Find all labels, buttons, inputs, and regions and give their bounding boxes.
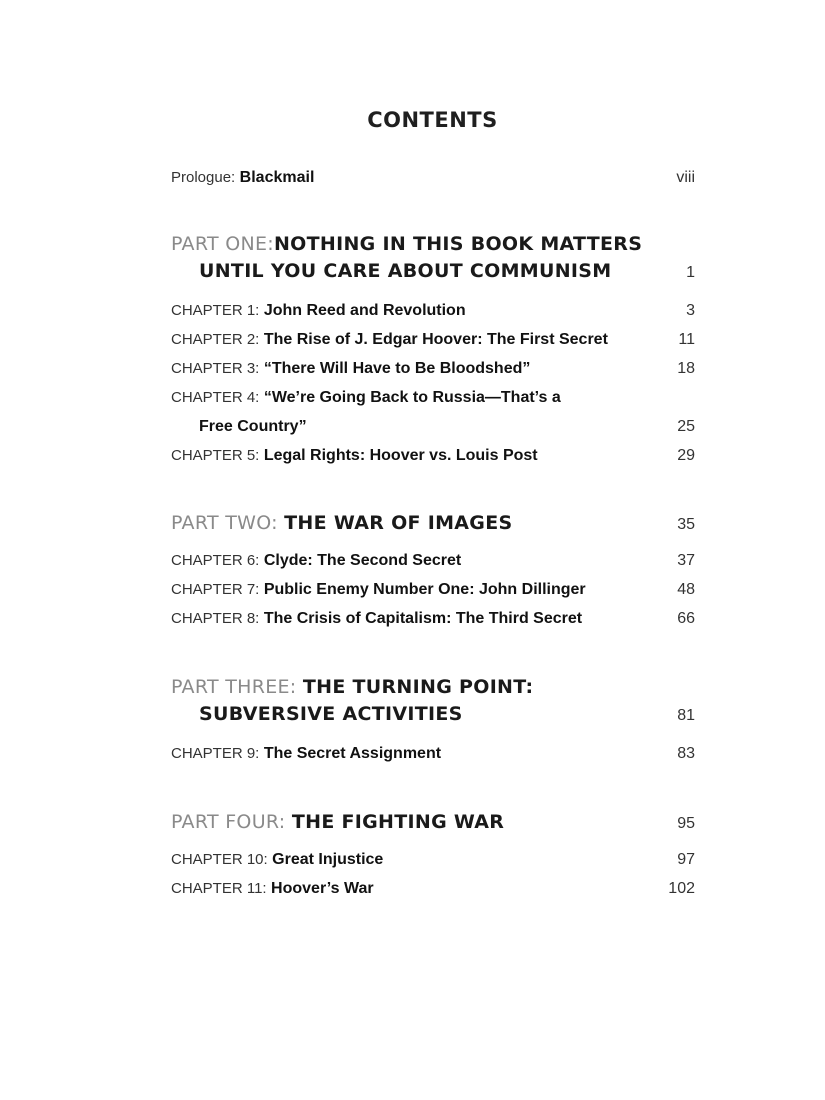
entry-prefix: Prologue: (171, 169, 236, 186)
toc-entry-chapter-4[interactable] (171, 386, 695, 410)
entry-prefix: CHAPTER 8: (171, 610, 260, 627)
toc-entry-chapter-2[interactable] (171, 328, 695, 352)
part-page-number: 35 (677, 516, 695, 533)
entry-page-number: 18 (677, 360, 695, 377)
entry-page-number: 11 (678, 331, 695, 348)
toc-entry-chapter-5[interactable] (171, 444, 695, 468)
part-heading: THE TURNING POINT: (302, 676, 534, 698)
entry-page-number: 66 (677, 610, 695, 627)
entry-page-number: 48 (677, 581, 695, 598)
entry-prefix: CHAPTER 9: (171, 745, 260, 762)
part-heading: THE WAR OF IMAGES (284, 512, 513, 534)
toc-entry-chapter-7[interactable] (171, 578, 695, 602)
entry-heading: “We’re Going Back to Russia—That’s a (263, 389, 561, 406)
entry-label (171, 578, 586, 602)
entry-label (171, 549, 461, 573)
part-label (171, 673, 533, 701)
part-label (171, 509, 512, 537)
part-heading: NOTHING IN THIS BOOK MATTERS (273, 233, 643, 255)
part-prefix: PART ONE: (171, 233, 274, 255)
entry-label (171, 299, 466, 323)
entry-prefix: CHAPTER 4: (171, 389, 260, 406)
entry-heading: Legal Rights: Hoover vs. Louis Post (263, 447, 538, 464)
part-label (199, 700, 463, 728)
entry-label (199, 415, 307, 439)
toc-entry-chapter-4-cont[interactable] (199, 415, 695, 439)
entry-heading: Great Injustice (272, 851, 384, 868)
entry-label (171, 166, 314, 190)
entry-heading: Clyde: The Second Secret (263, 552, 462, 569)
toc-entry-chapter-3[interactable] (171, 357, 695, 381)
entry-label (171, 328, 608, 352)
entry-label (171, 877, 374, 901)
entry-heading: The Crisis of Capitalism: The Third Secret (263, 610, 583, 627)
entry-heading: The Secret Assignment (263, 745, 442, 762)
toc-entry-chapter-9[interactable] (171, 742, 695, 766)
entry-prefix: CHAPTER 10: (171, 851, 268, 868)
part-heading-line2: UNTIL YOU CARE ABOUT COMMUNISM (199, 260, 612, 282)
toc-part-two[interactable] (171, 509, 695, 539)
part-heading-line2: SUBVERSIVE ACTIVITIES (199, 703, 463, 725)
toc-entry-chapter-6[interactable] (171, 549, 695, 573)
entry-page-number: 102 (668, 880, 695, 897)
entry-prefix: CHAPTER 2: (171, 331, 260, 348)
entry-heading: “There Will Have to Be Bloodshed” (263, 360, 531, 377)
entry-page-number: 83 (677, 745, 695, 762)
entry-prefix: CHAPTER 11: (171, 880, 267, 897)
toc-entry-prologue[interactable] (171, 166, 695, 190)
entry-heading-cont: Free Country” (199, 418, 307, 435)
toc-part-three[interactable] (171, 673, 695, 703)
entry-page-number: viii (676, 169, 695, 186)
part-prefix: PART THREE: (171, 676, 297, 698)
entry-label (171, 742, 441, 766)
part-label (171, 230, 642, 258)
entry-heading: John Reed and Revolution (263, 302, 466, 319)
entry-page-number: 25 (677, 418, 695, 435)
entry-label (171, 357, 530, 381)
toc-entry-chapter-1[interactable] (171, 299, 695, 323)
part-page-number: 81 (677, 707, 695, 724)
entry-heading: The Rise of J. Edgar Hoover: The First Secret (263, 331, 608, 348)
entry-heading: Public Enemy Number One: John Dillinger (263, 581, 586, 598)
part-page-number: 95 (677, 815, 695, 832)
toc-part-one[interactable] (171, 230, 695, 260)
part-page-number: 1 (686, 264, 695, 281)
entry-label (171, 444, 538, 468)
entry-prefix: CHAPTER 6: (171, 552, 260, 569)
entry-page-number: 29 (677, 447, 695, 464)
toc-entry-chapter-11[interactable] (171, 877, 695, 901)
toc-entry-chapter-10[interactable] (171, 848, 695, 872)
part-prefix: PART FOUR: (171, 811, 286, 833)
part-prefix: PART TWO: (171, 512, 278, 534)
entry-label (171, 607, 582, 631)
entry-page-number: 3 (686, 302, 695, 319)
entry-prefix: CHAPTER 1: (171, 302, 260, 319)
entry-page-number: 37 (677, 552, 695, 569)
toc-part-one-cont[interactable] (199, 257, 695, 287)
entry-page-number: 97 (677, 851, 695, 868)
toc-part-four[interactable] (171, 808, 695, 838)
toc-part-three-cont[interactable] (199, 700, 695, 730)
entry-prefix: CHAPTER 7: (171, 581, 260, 598)
entry-prefix: CHAPTER 3: (171, 360, 260, 377)
part-label (171, 808, 504, 836)
page-title: CONTENTS (367, 108, 498, 132)
part-label (199, 257, 611, 285)
entry-label (171, 848, 383, 872)
entry-prefix: CHAPTER 5: (171, 447, 260, 464)
entry-heading: Hoover’s War (271, 880, 374, 897)
part-heading: THE FIGHTING WAR (291, 811, 505, 833)
entry-heading: Blackmail (239, 169, 315, 186)
toc-entry-chapter-8[interactable] (171, 607, 695, 631)
entry-label (171, 386, 561, 410)
